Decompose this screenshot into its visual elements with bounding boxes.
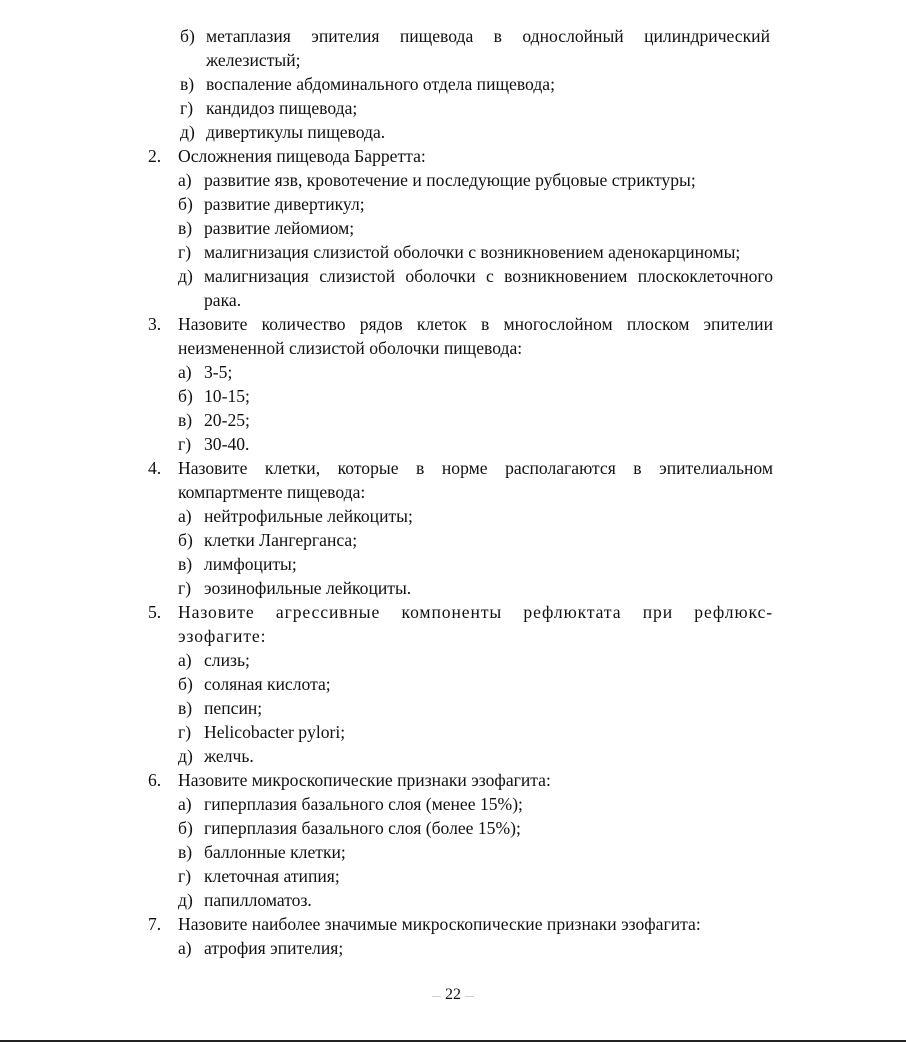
option-text: пепсин; (204, 698, 263, 718)
option-text: развитие лейомиом; (204, 218, 355, 238)
option (148, 168, 773, 192)
option-letter: в) (178, 218, 193, 238)
option-text: 3-5; (204, 362, 233, 382)
option-letter: г) (178, 242, 192, 262)
question-number: 4. (148, 458, 162, 478)
option-letter: г) (178, 434, 192, 454)
question-text: Назовите клетки, которые в норме располагаются в эпителиальном компартменте пищевода: (178, 458, 773, 502)
option-text: клетки Лангерганса; (204, 530, 358, 550)
option-letter: а) (178, 650, 192, 670)
option (148, 408, 773, 432)
option-letter: г) (178, 578, 192, 598)
option-letter: д) (178, 746, 193, 766)
question-list (148, 144, 773, 960)
question-text: Назовите количество рядов клеток в многослойном плоском эпителии неизмененной слизистой оболочки пищевода: (178, 314, 773, 358)
question-text: Назовите агрессивные компоненты рефлюктата при рефлюкс-эзофагите: (178, 602, 773, 646)
option (148, 672, 773, 696)
option-letter: б) (178, 818, 193, 838)
option-text: 10-15; (204, 386, 250, 406)
option-letter: д) (178, 890, 193, 910)
option-text: лимфоциты; (204, 554, 297, 574)
option-text: 20-25; (204, 410, 250, 430)
option-letter: а) (178, 794, 192, 814)
page-number (0, 985, 906, 1005)
option-text: малигнизация слизистой оболочки с возникновением плоскоклеточного рака. (204, 266, 773, 310)
question-number: 3. (148, 314, 162, 334)
question-number: 2. (148, 146, 162, 166)
option (148, 528, 773, 552)
option (148, 504, 773, 528)
option (148, 192, 773, 216)
option-letter: б) (178, 674, 193, 694)
option-letter: г) (178, 722, 192, 742)
option-letter: б) (180, 26, 195, 46)
option-letter: г) (178, 866, 192, 886)
option (148, 384, 773, 408)
option-letter: д) (178, 266, 193, 286)
option-text: гиперплазия базального слоя (более 15%); (204, 818, 521, 838)
option-text: желчь. (204, 746, 254, 766)
option (148, 744, 773, 768)
bottom-rule (0, 1040, 906, 1042)
option-text: метаплазия эпителия пищевода в однослойный цилиндрический железистый; (206, 26, 770, 70)
option (148, 648, 773, 672)
option-letter: б) (178, 530, 193, 550)
option (148, 888, 773, 912)
option-text: атрофия эпителия; (204, 938, 344, 958)
option-text: 30-40. (204, 434, 250, 454)
option-letter: а) (178, 938, 192, 958)
option-text: воспаление абдоминального отдела пищевода; (206, 74, 555, 94)
question-text: Назовите микроскопические признаки эзофагита: (178, 770, 551, 790)
option-text: развитие дивертикул; (204, 194, 365, 214)
option (148, 264, 773, 312)
question-text: Осложнения пищевода Барретта: (178, 146, 426, 166)
page-number-value: 22 (445, 986, 461, 1003)
option-text: дивертикулы пищевода. (206, 122, 386, 142)
option-letter: в) (178, 554, 193, 574)
option (148, 720, 773, 744)
option-text: клеточная атипия; (204, 866, 340, 886)
option-letter: б) (178, 194, 193, 214)
option (148, 216, 773, 240)
option-text: развитие язв, кровотечение и последующие рубцовые стриктуры; (204, 170, 696, 190)
option (148, 360, 773, 384)
option-text: слизь; (204, 650, 250, 670)
option-letter: а) (178, 506, 192, 526)
option (148, 552, 773, 576)
option-letter: б) (178, 386, 193, 406)
question-3 (148, 312, 773, 456)
option-text: соляная кислота; (204, 674, 331, 694)
question-7 (148, 912, 773, 960)
option-letter: в) (180, 74, 195, 94)
option (148, 816, 773, 840)
option (148, 792, 773, 816)
option-text: эозинофильные лейкоциты. (204, 578, 412, 598)
option-1b (180, 24, 770, 72)
option-text: кандидоз пищевода; (206, 98, 358, 118)
option (148, 840, 773, 864)
option-letter: в) (178, 842, 193, 862)
question-text: Назовите наиболее значимые микроскопические признаки эзофагита: (178, 914, 701, 934)
question-number: 7. (148, 914, 162, 934)
option (148, 696, 773, 720)
option (148, 576, 773, 600)
question-2 (148, 144, 773, 312)
option-1g (180, 96, 770, 120)
option-letter: а) (178, 362, 192, 382)
option-letter: д) (180, 122, 195, 142)
option-text: малигнизация слизистой оболочки с возникновением аденокарциномы; (204, 242, 741, 262)
option-text: папилломатоз. (204, 890, 312, 910)
option-letter: в) (178, 410, 193, 430)
question-number: 6. (148, 770, 162, 790)
question-5 (148, 600, 773, 768)
option-letter: г) (180, 98, 194, 118)
option (148, 864, 773, 888)
option-text: нейтрофильные лейкоциты; (204, 506, 413, 526)
option-text: баллонные клетки; (204, 842, 346, 862)
option (148, 936, 773, 960)
option-1d (180, 120, 770, 144)
page-number-dash-right: — (465, 990, 474, 1001)
page-number-dash-left: — (432, 990, 441, 1001)
question-6 (148, 768, 773, 912)
option-letter: в) (178, 698, 193, 718)
question-number: 5. (148, 602, 162, 622)
question-1-continued-options (180, 24, 770, 144)
option-text: Helicobacter pylori; (204, 722, 346, 742)
option-text: гиперплазия базального слоя (менее 15%); (204, 794, 523, 814)
option-1v (180, 72, 770, 96)
option (148, 240, 773, 264)
option (148, 432, 773, 456)
option-letter: а) (178, 170, 192, 190)
question-4 (148, 456, 773, 600)
